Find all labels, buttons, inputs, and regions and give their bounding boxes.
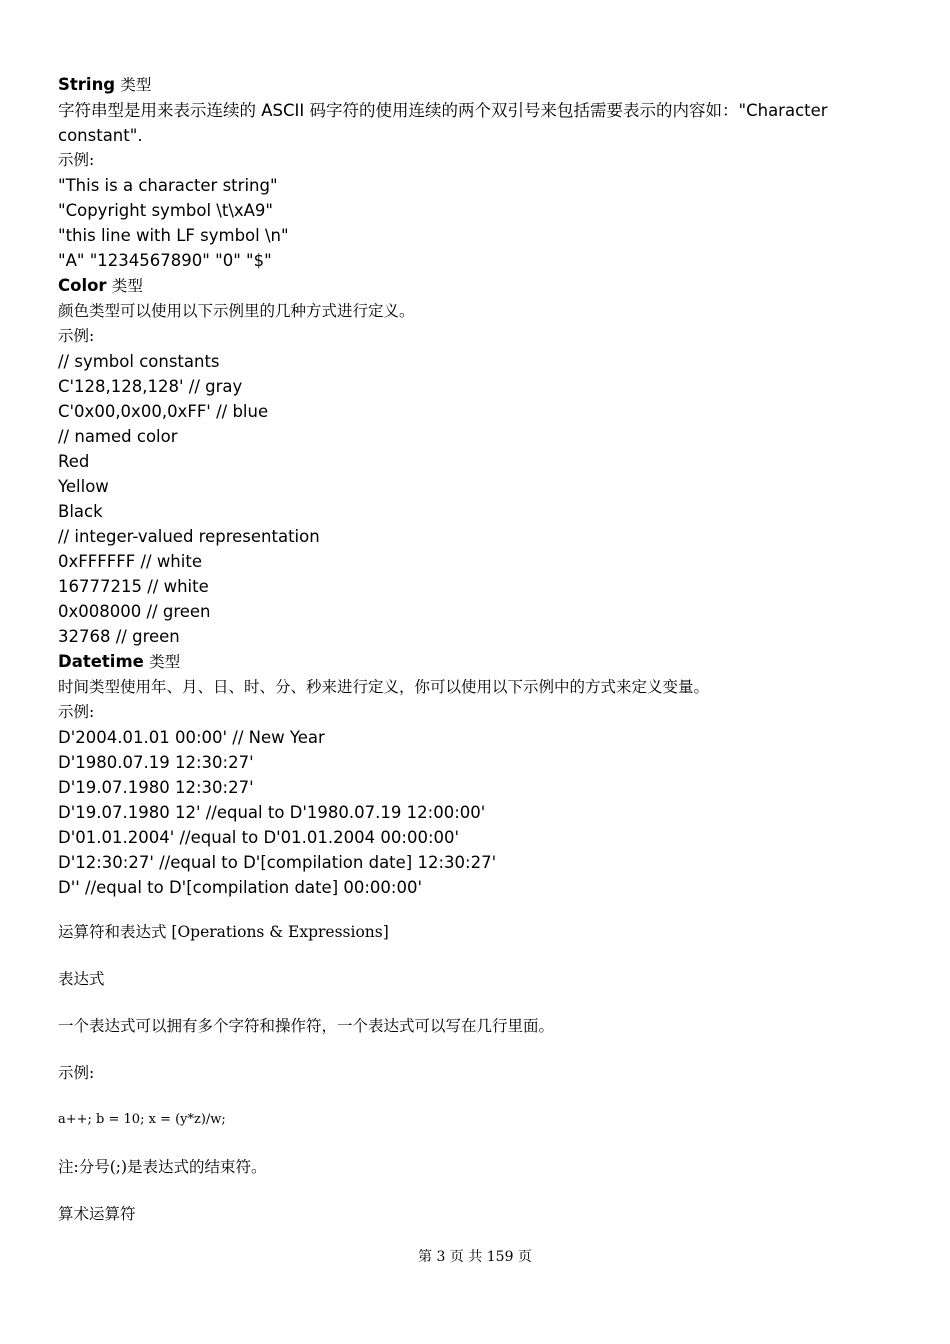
expression-heading: 表达式: [58, 970, 105, 988]
color-title-suffix: 类型: [111, 277, 143, 295]
operations-heading: 运算符和表达式 [Operations & Expressions]: [58, 923, 389, 941]
color-example-8: // integer-valued representation: [58, 527, 320, 546]
color-example-label: 示例:: [58, 327, 95, 345]
color-example-3: C'0x00,0x00,0xFF' // blue: [58, 402, 269, 421]
datetime-example-6: D'12:30:27' //equal to D'[compilation date] 12:30:27': [58, 853, 497, 872]
color-example-2: C'128,128,128' // gray: [58, 377, 243, 396]
arithmetic-operators-heading: 算术运算符: [58, 1205, 136, 1223]
document-page: [58, 72, 898, 900]
color-example-10: 16777215 // white: [58, 577, 209, 596]
color-example-9: 0xFFFFFF // white: [58, 552, 202, 571]
datetime-type-heading: [58, 649, 898, 675]
color-example-4: // named color: [58, 427, 178, 446]
expression-description: 一个表达式可以拥有多个字符和操作符，一个表达式可以写在几行里面。: [58, 1017, 555, 1035]
datetime-title: Datetime: [58, 652, 144, 671]
color-example-5: Red: [58, 452, 90, 471]
string-title-suffix: 类型: [120, 76, 152, 94]
datetime-description: 时间类型使用年、月、日、时、分、秒来进行定义，你可以使用以下示例中的方式来定义变量。: [58, 678, 710, 696]
color-type-heading: [58, 273, 898, 299]
datetime-example-3: D'19.07.1980 12:30:27': [58, 778, 254, 797]
color-example-11: 0x008000 // green: [58, 602, 211, 621]
expression-example-label: 示例:: [58, 1064, 95, 1082]
string-example-1: "This is a character string": [58, 176, 278, 195]
page-footer: 第 3 页 共 159 页: [418, 1249, 532, 1265]
color-example-6: Yellow: [58, 477, 109, 496]
color-example-7: Black: [58, 502, 103, 521]
string-description-text: 字符串型是用来表示连续的 ASCII 码字符的使用连续的两个双引号来包括需要表示的内容如："Character constant".: [58, 101, 828, 145]
datetime-example-2: D'1980.07.19 12:30:27': [58, 753, 254, 772]
datetime-example-5: D'01.01.2004' //equal to D'01.01.2004 00:00:00': [58, 828, 460, 847]
expression-note: 注:分号(;)是表达式的结束符。: [58, 1158, 267, 1176]
string-example-2: "Copyright symbol \t\xA9": [58, 201, 274, 220]
string-example-label: 示例:: [58, 151, 95, 169]
string-example-4: "A" "1234567890" "0" "$": [58, 251, 272, 270]
datetime-example-4: D'19.07.1980 12' //equal to D'1980.07.19 12:00:00': [58, 803, 486, 822]
color-description: 颜色类型可以使用以下示例里的几种方式进行定义。: [58, 302, 415, 320]
expression-code-example: a++; b = 10; x = (y*z)/w;: [58, 1112, 226, 1127]
datetime-example-7: D'' //equal to D'[compilation date] 00:00:00': [58, 878, 423, 897]
datetime-example-1: D'2004.01.01 00:00' // New Year: [58, 728, 325, 747]
color-example-1: // symbol constants: [58, 352, 220, 371]
datetime-title-suffix: 类型: [149, 653, 181, 671]
string-description: [58, 98, 898, 148]
string-example-3: "this line with LF symbol \n": [58, 226, 289, 245]
string-title: String: [58, 75, 116, 94]
color-title: Color: [58, 276, 107, 295]
color-example-12: 32768 // green: [58, 627, 180, 646]
string-type-heading: [58, 72, 898, 98]
datetime-example-label: 示例:: [58, 703, 95, 721]
